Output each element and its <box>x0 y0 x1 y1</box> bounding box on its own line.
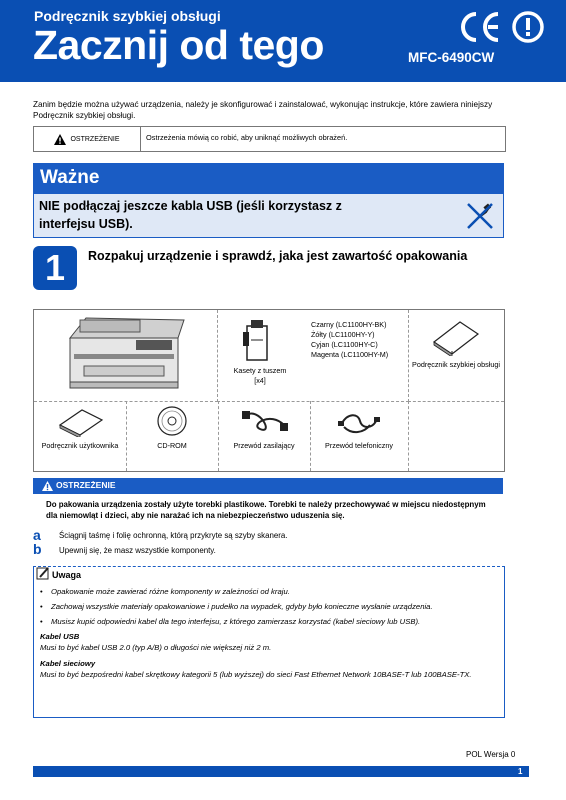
warning-triangle-icon <box>54 134 66 145</box>
ce-mark-icon <box>454 10 546 44</box>
warning-legend-text: Ostrzeżenia mówią co robić, aby uniknąć możliwych obrażeń. <box>146 133 348 142</box>
cdrom-label: CD-ROM <box>157 441 187 450</box>
footer-bar <box>33 766 529 777</box>
user-guide-cell <box>34 401 127 471</box>
ink-cartridges-cell <box>217 310 409 402</box>
warning-legend-label-cell <box>34 127 141 151</box>
note-pencil-icon <box>36 566 50 580</box>
note-bullet-1: • Opakowanie może zawierać różne komponenty w zależności od kraju. <box>40 586 495 597</box>
step-b-text: Upewnij się, że masz wszystkie komponenty. <box>59 546 216 555</box>
cartridge-color-magenta: Magenta (LC1100HY-M) <box>311 350 389 359</box>
model-number: MFC-6490CW <box>408 50 495 65</box>
note-bullet-3: • Musisz kupić odpowiedni kabel dla tego interfejsu, z którego zamierzasz korzystać (kabel sieciowy lub USB). <box>40 616 495 627</box>
cartridge-color-cyan: Cyjan (LC1100HY-C) <box>311 340 378 349</box>
step-title: Rozpakuj urządzenie i sprawdź, jaka jest zawartość opakowania <box>88 249 468 263</box>
important-text: NIE podłączaj jeszcze kabla USB (jeśli korzystasz z interfejsu USB). <box>39 199 342 231</box>
cartridge-color-list <box>311 320 388 360</box>
phone-cord-cell <box>310 401 409 471</box>
cdrom-cell <box>126 401 219 471</box>
power-cord-label: Przewód zasilający <box>233 441 295 450</box>
usb-cable-heading: Kabel USB <box>40 632 80 641</box>
important-title: Ważne <box>40 167 100 188</box>
package-contents-grid <box>33 309 505 472</box>
note-bullet-2: • Zachowaj wszystkie materiały opakowaniowe i pudełko na wypadek, gdyby było konieczne wysłanie urządzenia. <box>40 601 495 612</box>
warning-legend-label: OSTRZEŻENIE <box>70 135 120 143</box>
note-list <box>40 586 495 680</box>
ink-cartridges-label: Kasety z tuszem <box>233 366 287 375</box>
network-cable-text: Musi to być bezpośredni kabel skrętkowy kategorii 5 (lub wyższej) do sieci Fast Ethernet Network 10BASE-T lub 100BASE-TX. <box>40 670 472 679</box>
caution-text: Do pakowania urządzenia zostały użyte torebki plastikowe. Torebki te należy przechowywać w miejscu niedostępnym dla niemowląt i dzieci, aby nie narażać ich na niebezpieczeństwo uduszenia się. <box>46 500 486 520</box>
phone-cord-label: Przewód telefoniczny <box>325 441 393 450</box>
usb-cable-text: Musi to być kabel USB 2.0 (typ A/B) o długości nie większej niż 2 m. <box>40 643 272 652</box>
quick-guide-cell <box>408 310 504 402</box>
intro-text: Zanim będzie można używać urządzenia, należy je skonfigurować i zainstalować, wykonując instrukcje, które zawiera niniejszy Podręcznik szybkiej obsługi. <box>33 100 493 120</box>
phone-cord-icon <box>334 407 384 437</box>
important-header <box>33 163 504 194</box>
manual-icon <box>56 407 106 437</box>
ink-cartridges-qty: [x4] <box>254 376 266 385</box>
warning-triangle-icon <box>42 481 53 491</box>
note-title: Uwaga <box>52 570 82 580</box>
page-number: 1 <box>518 767 523 776</box>
printer-illustration-icon <box>34 310 217 401</box>
cd-icon <box>156 405 188 437</box>
booklet-icon <box>430 318 482 356</box>
step-letter-b: b <box>33 541 42 557</box>
network-cable-heading: Kabel sieciowy <box>40 659 96 668</box>
quick-guide-label: Podręcznik szybkiej obsługi <box>412 360 500 369</box>
user-guide-label: Podręcznik użytkownika <box>41 441 119 450</box>
ink-cartridge-icon <box>241 318 275 364</box>
step-a-text: Ściągnij taśmę i folię ochronną, którą przykryte są szyby skanera. <box>59 531 288 540</box>
step-letter-a: a <box>33 527 41 543</box>
step-number: 1 <box>33 246 77 290</box>
version-label: POL Wersja 0 <box>466 750 516 759</box>
printer-cell <box>34 310 218 402</box>
no-usb-cable-icon <box>466 202 494 230</box>
power-cord-icon <box>240 405 290 439</box>
cartridge-color-yellow: Żółty (LC1100HY-Y) <box>311 330 375 339</box>
warning-legend <box>33 126 506 152</box>
cartridge-color-black: Czarny (LC1100HY-BK) <box>311 320 387 329</box>
power-cord-cell <box>218 401 311 471</box>
caution-title: OSTRZEŻENIE <box>56 480 116 490</box>
page-title: Zacznij od tego <box>33 22 324 68</box>
header-subtitle: Podręcznik szybkiej obsługi <box>34 8 221 24</box>
